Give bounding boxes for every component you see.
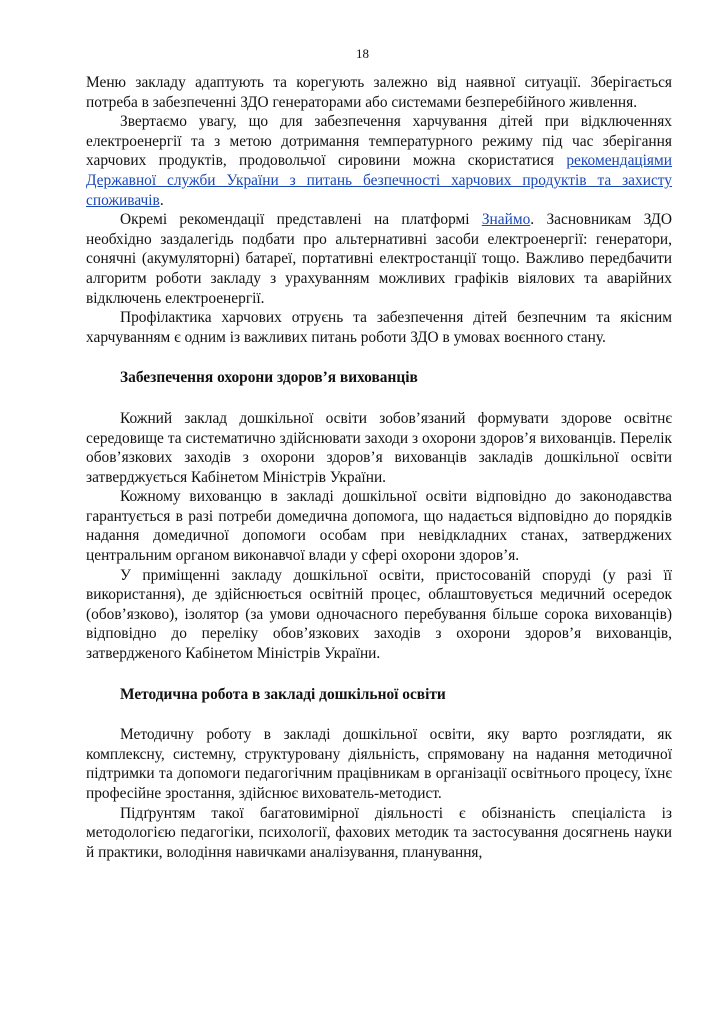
section-heading-health-protection: Забезпечення охорони здоров’я вихованців bbox=[120, 369, 418, 387]
paragraph-methodical-work-definition: Методичну роботу в закладі дошкільної освіти, яку варто розглядати, як комплексну, системну, структуровану діяльність, спрямовану на надання методичної підтримки та допомоги педагогічним працівникам в організації освітнього процесу, їхнє професійне зростання, здійснює вихователь-методист. bbox=[86, 726, 672, 802]
food-safety-service-recommendations-link[interactable]: рекомендаціями Державної служби України з питань безпечності харчових продуктів та захисту споживачів bbox=[86, 152, 672, 209]
paragraph-text-before-link: Звертаємо увагу, що для забезпечення харчування дітей при відключеннях електроенергії та з метою дотримання температурного режиму під час зберігання харчових продуктів, продовольчої сировини можна скористатися bbox=[86, 113, 672, 170]
spacer bbox=[86, 664, 672, 685]
paragraph-food-poisoning-prevention: Профілактика харчових отруєнь та забезпечення дітей безпечним та якісним харчуванням є одним із важливих питань роботи ЗДО в умовах воєнного стану. bbox=[86, 309, 672, 346]
paragraph-power-outage-recommendations bbox=[86, 112, 672, 210]
znaimo-platform-link[interactable]: Знаймо bbox=[481, 211, 531, 229]
paragraph-text-after-link: . Засновникам ЗДО необхідно заздалегідь подбати про альтернативні засоби електроенергії: генератори, сонячні (акумуляторні) батареї, портативні електростанції тощо. Важливо передбачити алгоритм роботи закладу з урахуванням можливих графіків віялових та аварійних відключень електроенергії. bbox=[86, 211, 672, 307]
paragraph-text-after-link: . bbox=[159, 191, 164, 209]
section-heading-methodical-work: Методична робота в закладі дошкільної освіти bbox=[120, 685, 446, 703]
paragraph-platform-recommendations bbox=[86, 210, 672, 308]
paragraph-first-aid: Кожному вихованцю в закладі дошкільної освіти відповідно до законодавства гарантується в разі потреби домедична допомога, що надається відповідно до порядків надання домедичної допомоги особам при невідкладних станах, затверджених центральним органом виконавчої влади у сфері охорони здоров’я. bbox=[86, 488, 672, 565]
page-number: 18 bbox=[356, 46, 369, 61]
paragraph-medical-room: У приміщенні закладу дошкільної освіти, пристосованій споруді (у разі її використання), де здійснюється освітній процес, облаштовується медичний осередок (обов’язково), ізолятор (за умови одночасного перебування більше сорока вихованців) відповідно до переліку обов’язкових заходів з охорони здоров’я вихованців, затвердженого Кабінетом Міністрів України. bbox=[86, 566, 672, 663]
spacer bbox=[86, 388, 672, 409]
paragraph-menu-adaptation: Меню закладу адаптують та корегують залежно від наявної ситуації. Зберігається потреба в забезпеченні ЗДО генераторами або системами безперебійного живлення. bbox=[86, 74, 672, 111]
spacer bbox=[86, 347, 672, 368]
spacer bbox=[86, 704, 672, 725]
paragraph-text-before-link: Окремі рекомендації представлені на платформі bbox=[120, 211, 482, 229]
paragraph-methodologist-competence: Підґрунтям такої багатовимірної діяльності є обізнаність спеціаліста із методологією педагогіки, психології, фахових методик та застосування досягнень науки й практики, володіння навичками аналізування, планування, bbox=[86, 804, 672, 861]
paragraph-healthy-environment: Кожний заклад дошкільної освіти зобов’язаний формувати здорове освітнє середовище та систематично здійснювати заходи з охорони здоров’я вихованців. Перелік обов’язкових заходів з охорони здоров’я вихованців закладів дошкільної освіти затверджується Кабінетом Міністрів України. bbox=[86, 409, 672, 486]
page-content bbox=[86, 73, 672, 862]
